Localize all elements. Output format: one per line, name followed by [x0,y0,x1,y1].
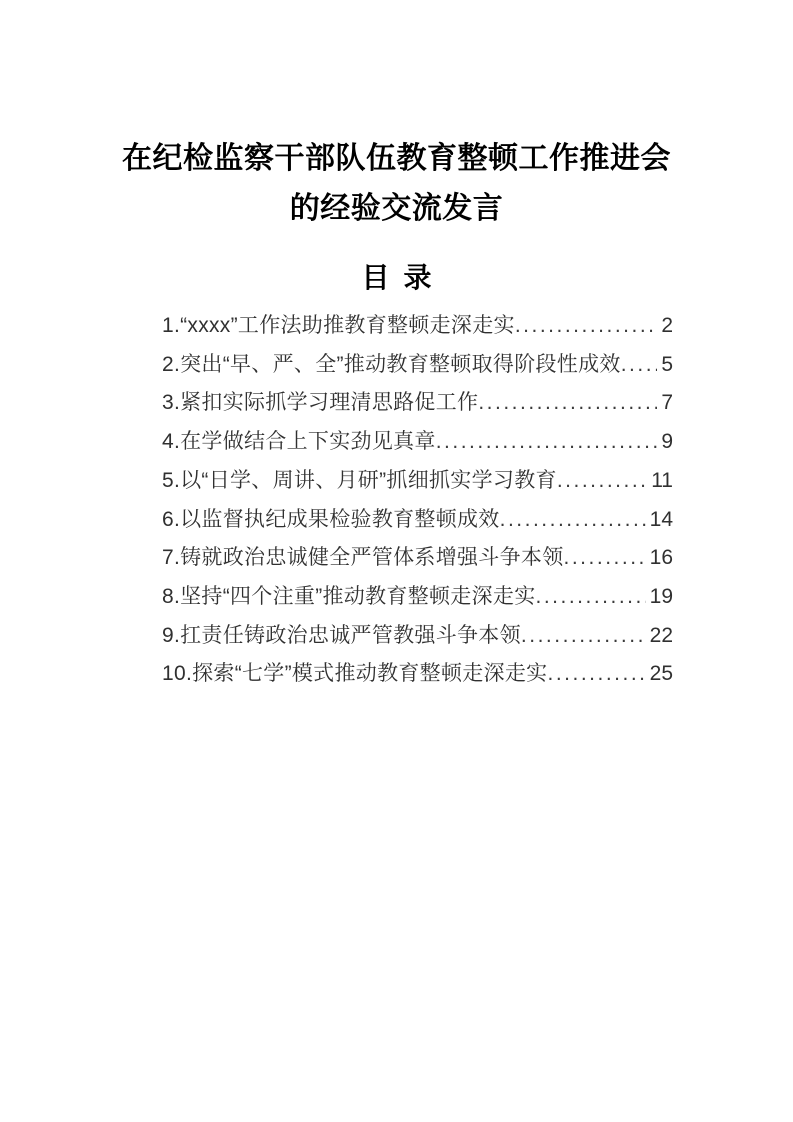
toc-entry[interactable] [162,539,673,578]
toc-entry-label: 4.在学做结合上下实劲见真章 [162,430,436,454]
toc-entry-page: 19 [649,584,673,608]
toc-dot-leader [521,617,646,656]
toc-dot-leader [436,423,658,462]
toc-dot-leader [621,346,658,385]
toc-list [120,307,673,694]
toc-entry-label: 8.坚持“四个注重”推动教育整顿走深走实 [162,584,536,608]
toc-entry-page: 11 [651,468,673,492]
toc-entry-page: 14 [649,507,673,531]
document-title-line2: 的经验交流发言 [289,192,504,225]
toc-entry-page: 2 [661,314,673,337]
toc-entry[interactable] [162,578,673,617]
toc-entry[interactable] [162,423,673,462]
toc-dot-leader [547,655,645,694]
toc-dot-leader [478,384,657,423]
toc-entry[interactable] [162,346,673,385]
toc-entry-page: 22 [649,623,673,647]
toc-entry[interactable] [162,462,673,501]
toc-entry-page: 7 [661,391,673,415]
toc-dot-leader [564,539,646,578]
document-title-line1: 在纪检监察干部队伍教育整顿工作推进会 [122,142,671,175]
toc-dot-leader [536,578,646,617]
toc-entry-page: 25 [649,662,673,686]
toc-entry-page: 9 [661,430,673,454]
toc-entry-label: 7.铸就政治忠诚健全严管体系增强斗争本领 [162,546,564,570]
toc-entry-page: 5 [661,352,673,376]
toc-entry-label: 5.以“日学、周讲、月研”抓细抓实学习教育 [162,468,557,492]
toc-entry-label: 10.探索“七学”模式推动教育整顿走深走实 [162,662,548,686]
toc-dot-leader [500,501,646,540]
toc-entry-label: 9.扛责任铸政治忠诚严管教强斗争本领 [162,623,521,647]
document-title [120,0,673,234]
toc-entry[interactable] [162,655,673,694]
toc-dot-leader [515,307,658,346]
toc-entry-label: 2.突出“早、严、全”推动教育整顿取得阶段性成效 [162,352,621,376]
toc-entry-label: 1.“xxxx”工作法助推教育整顿走深走实 [162,314,515,337]
toc-entry[interactable] [162,617,673,656]
toc-entry[interactable] [162,501,673,540]
toc-dot-leader [557,462,647,501]
toc-entry-page: 16 [649,546,673,570]
toc-entry[interactable] [162,384,673,423]
toc-entry-label: 3.紧扣实际抓学习理清思路促工作 [162,391,479,415]
toc-heading: 目 录 [361,263,432,294]
toc-entry[interactable] [162,307,673,346]
toc-entry-label: 6.以监督执纪成果检验教育整顿成效 [162,507,500,531]
